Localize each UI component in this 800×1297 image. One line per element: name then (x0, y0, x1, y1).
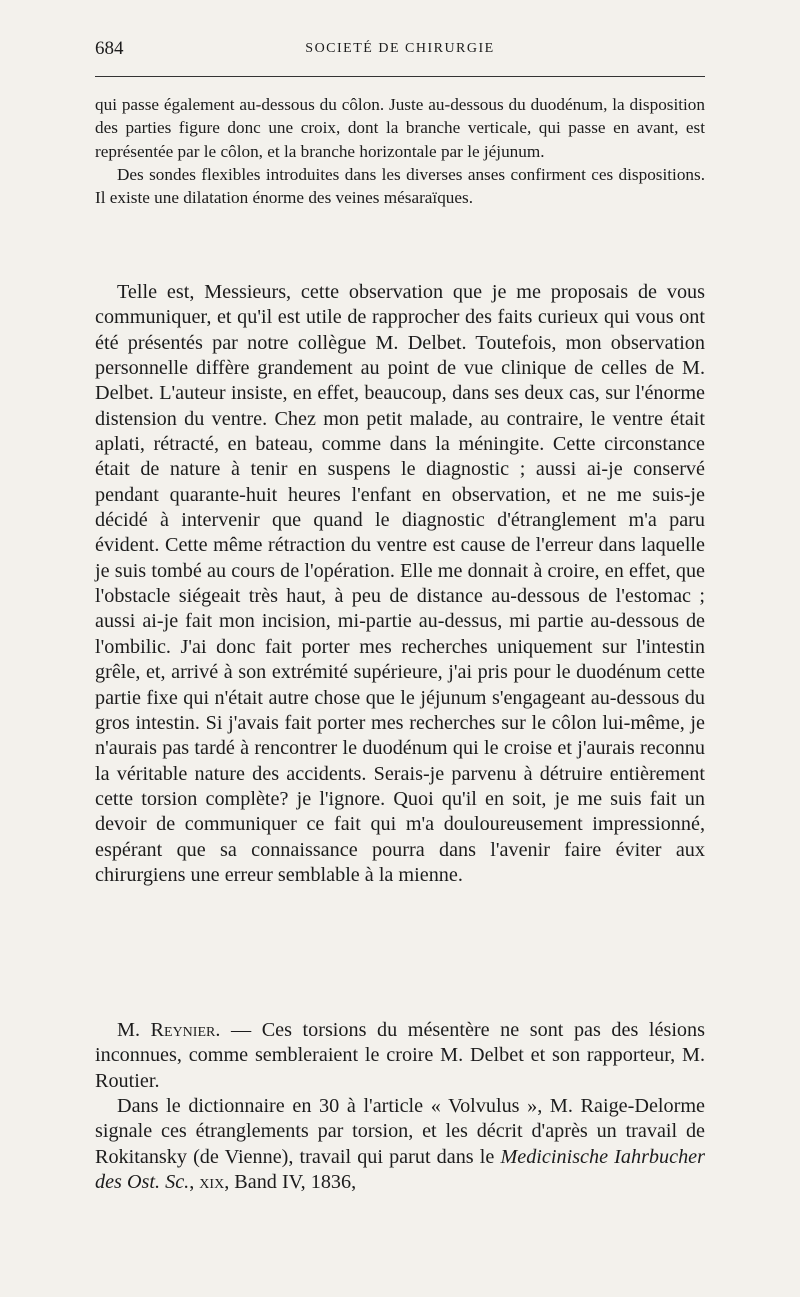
reynier-text-2a: Dans le dictionnaire en 30 à l'article « Volvulus », M. Raige-Delorme signale ces étranglements par torsion, et les décrit d'après un travail de Rokitansky (de Vienne), travail qui parut dans le (95, 1095, 705, 1168)
reynier-section (95, 1018, 705, 1195)
reynier-text-2c: , Band IV, 1836, (224, 1171, 357, 1194)
reynier-text-1: — Ces torsions du mésentère ne sont pas des lésions inconnues, comme sembleraient le croire M. Delbet et son rapporteur, M. Routier. (95, 1019, 705, 1092)
page-number: 684 (95, 38, 124, 59)
journal-title: Medicinische Iahrbucher des Ost. Sc. (95, 1145, 705, 1194)
reynier-text-2b: , (189, 1171, 200, 1194)
small-paragraph-1: qui passe également au-dessous du côlon. Juste au-dessous du duodénum, la disposition des parties figure donc une croix, dont la branche verticale, qui passe en avant, est représentée par le côlon, et la branche horizontale par le jéjunum. (95, 95, 705, 161)
volume-number: xix (199, 1171, 225, 1194)
page-header (95, 38, 705, 68)
reynier-paragraph-1 (95, 1018, 705, 1094)
reynier-paragraph-2 (95, 1094, 705, 1195)
main-paragraph: Telle est, Messieurs, cette observation que je me proposais de vous communiquer, et qu'il est utile de rapprocher des faits curieux qui vous ont été présentés par notre collègue M. Delbet. Toutefois, mon observation personnelle diffère grandement au point de vue clinique de celles de M. Delbet. L'auteur insiste, en effet, beaucoup, dans ses deux cas, sur l'énorme distension du ventre. Chez mon petit malade, au contraire, le ventre était aplati, rétracté, en bateau, comme dans la méningite. Cette circonstance était de nature à tenir en suspens le diagnostic ; aussi ai-je conservé pendant quarante-huit heures l'enfant en observation, et ne me suis-je décidé à intervenir que quand le diagnostic d'étranglement m'a paru évident. Cette même rétraction du ventre est cause de l'erreur dans laquelle je suis tombé au cours de l'opération. Elle me donnait à croire, en effet, que l'obstacle siégeait très haut, à peu de distance au-dessous de l'estomac ; aussi ai-je fait mon incision, mi-partie au-dessus, mi partie au-dessous de l'ombilic. J'ai donc fait porter mes recherches uniquement sur l'intestin grêle, et, arrivé à son extrémité supérieure, j'ai pris pour le duodénum cette partie fixe qui n'était autre chose que le jéjunum s'engageant au-dessous du gros intestin. Si j'avais fait porter mes recherches sur le côlon lui-même, je n'aurais pas tardé à rencontrer le duodénum qui le croise et j'aurais reconnu la véritable nature des accidents. Serais-je parvenu à détruire entièrement cette torsion complète? je l'ignore. Quoi qu'il en soit, je me suis fait un devoir de communiquer ce fait qui m'a douloureusement impressionné, espérant que sa connaissance pourra dans l'avenir faire éviter aux chirurgiens une erreur semblable à la mienne. (95, 281, 705, 886)
main-text-section (95, 280, 705, 888)
small-paragraph-2: Des sondes flexibles introduites dans les diverses anses confirment ces dispositions. Il existe une dilatation énorme des veines mésaraïques. (95, 164, 705, 208)
header-rule (95, 76, 705, 77)
small-print-section (95, 93, 705, 209)
speaker-name: M. Reynier. (117, 1019, 221, 1041)
running-title: SOCIETÉ DE CHIRURGIE (305, 41, 495, 56)
